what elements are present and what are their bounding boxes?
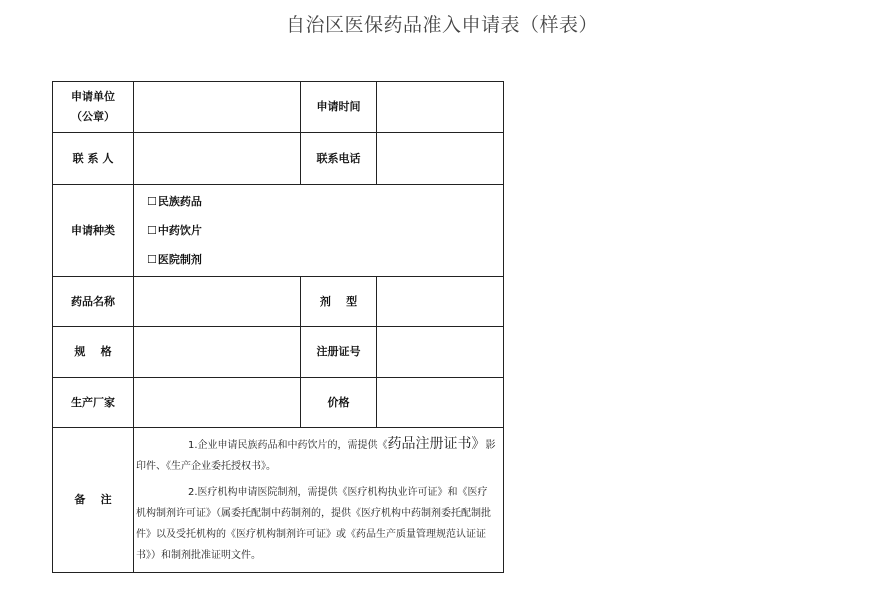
dosage-form-field[interactable] [377,277,504,327]
page-title: 自治区医保药品准入申请表（样表） [285,14,598,36]
row-manufacturer [53,378,504,428]
applicant-unit-label-line1: 申请单位 [71,90,115,103]
contact-phone-field[interactable] [377,133,504,185]
category-label: 申请种类 [53,185,134,277]
row-applicant-unit [53,82,504,133]
applicant-unit-label-line2: （公章） [71,110,115,123]
checkbox-icon[interactable]: ☐ [147,195,157,208]
row-contact [53,133,504,185]
apply-time-label: 申请时间 [301,82,377,133]
contact-person-label: 联 系 人 [53,133,134,185]
manufacturer-label: 生产厂家 [53,378,134,428]
apply-time-field[interactable] [377,82,504,133]
applicant-unit-field[interactable] [134,82,301,133]
registration-no-label: 注册证号 [301,327,377,378]
row-remarks [53,428,504,573]
registration-no-field[interactable] [377,327,504,378]
spec-field[interactable] [134,327,301,378]
remarks-content [134,428,504,573]
drug-name-field[interactable] [134,277,301,327]
remarks-text-large: 药品注册证书》 [387,436,486,452]
category-option-ethnic-medicine[interactable] [147,187,503,216]
category-option-herbal-pieces[interactable] [147,216,503,245]
checkbox-icon[interactable]: ☐ [147,224,157,237]
remarks-label: 备 注 [53,428,134,573]
remarks-paragraph-1 [136,434,497,477]
drug-name-label: 药品名称 [53,277,134,327]
row-spec [53,327,504,378]
remarks-text: 1.企业申请民族药品和中药饮片的，需提供《 [188,440,388,451]
row-drug-name [53,277,504,327]
spec-label: 规 格 [53,327,134,378]
manufacturer-field[interactable] [134,378,301,428]
application-form-table [52,81,504,573]
category-option-label: 民族药品 [157,195,202,208]
remarks-text: 影印件、《生产企业委托授权书》。 [136,440,496,472]
price-field[interactable] [377,378,504,428]
contact-person-field[interactable] [134,133,301,185]
row-category [53,185,504,277]
category-option-label: 医院制剂 [157,253,202,266]
category-options [134,185,504,277]
dosage-form-label: 剂 型 [301,277,377,327]
category-option-hospital-preparation[interactable] [147,245,503,274]
remarks-paragraph-2: 2.医疗机构申请医院制剂，需提供《医疗机构执业许可证》和《医疗机构制剂许可证》（属委托配制中药制剂的，提供《医疗机构中药制剂委托配制批件》以及受托机构的《医疗机构制剂许可证》或《药品生产质量管理规范认证证书》）和制剂批准证明文件。 [136,487,491,561]
applicant-unit-label [53,82,134,133]
checkbox-icon[interactable]: ☐ [147,253,157,266]
price-label: 价格 [301,378,377,428]
contact-phone-label: 联系电话 [301,133,377,185]
category-option-label: 中药饮片 [157,224,202,237]
